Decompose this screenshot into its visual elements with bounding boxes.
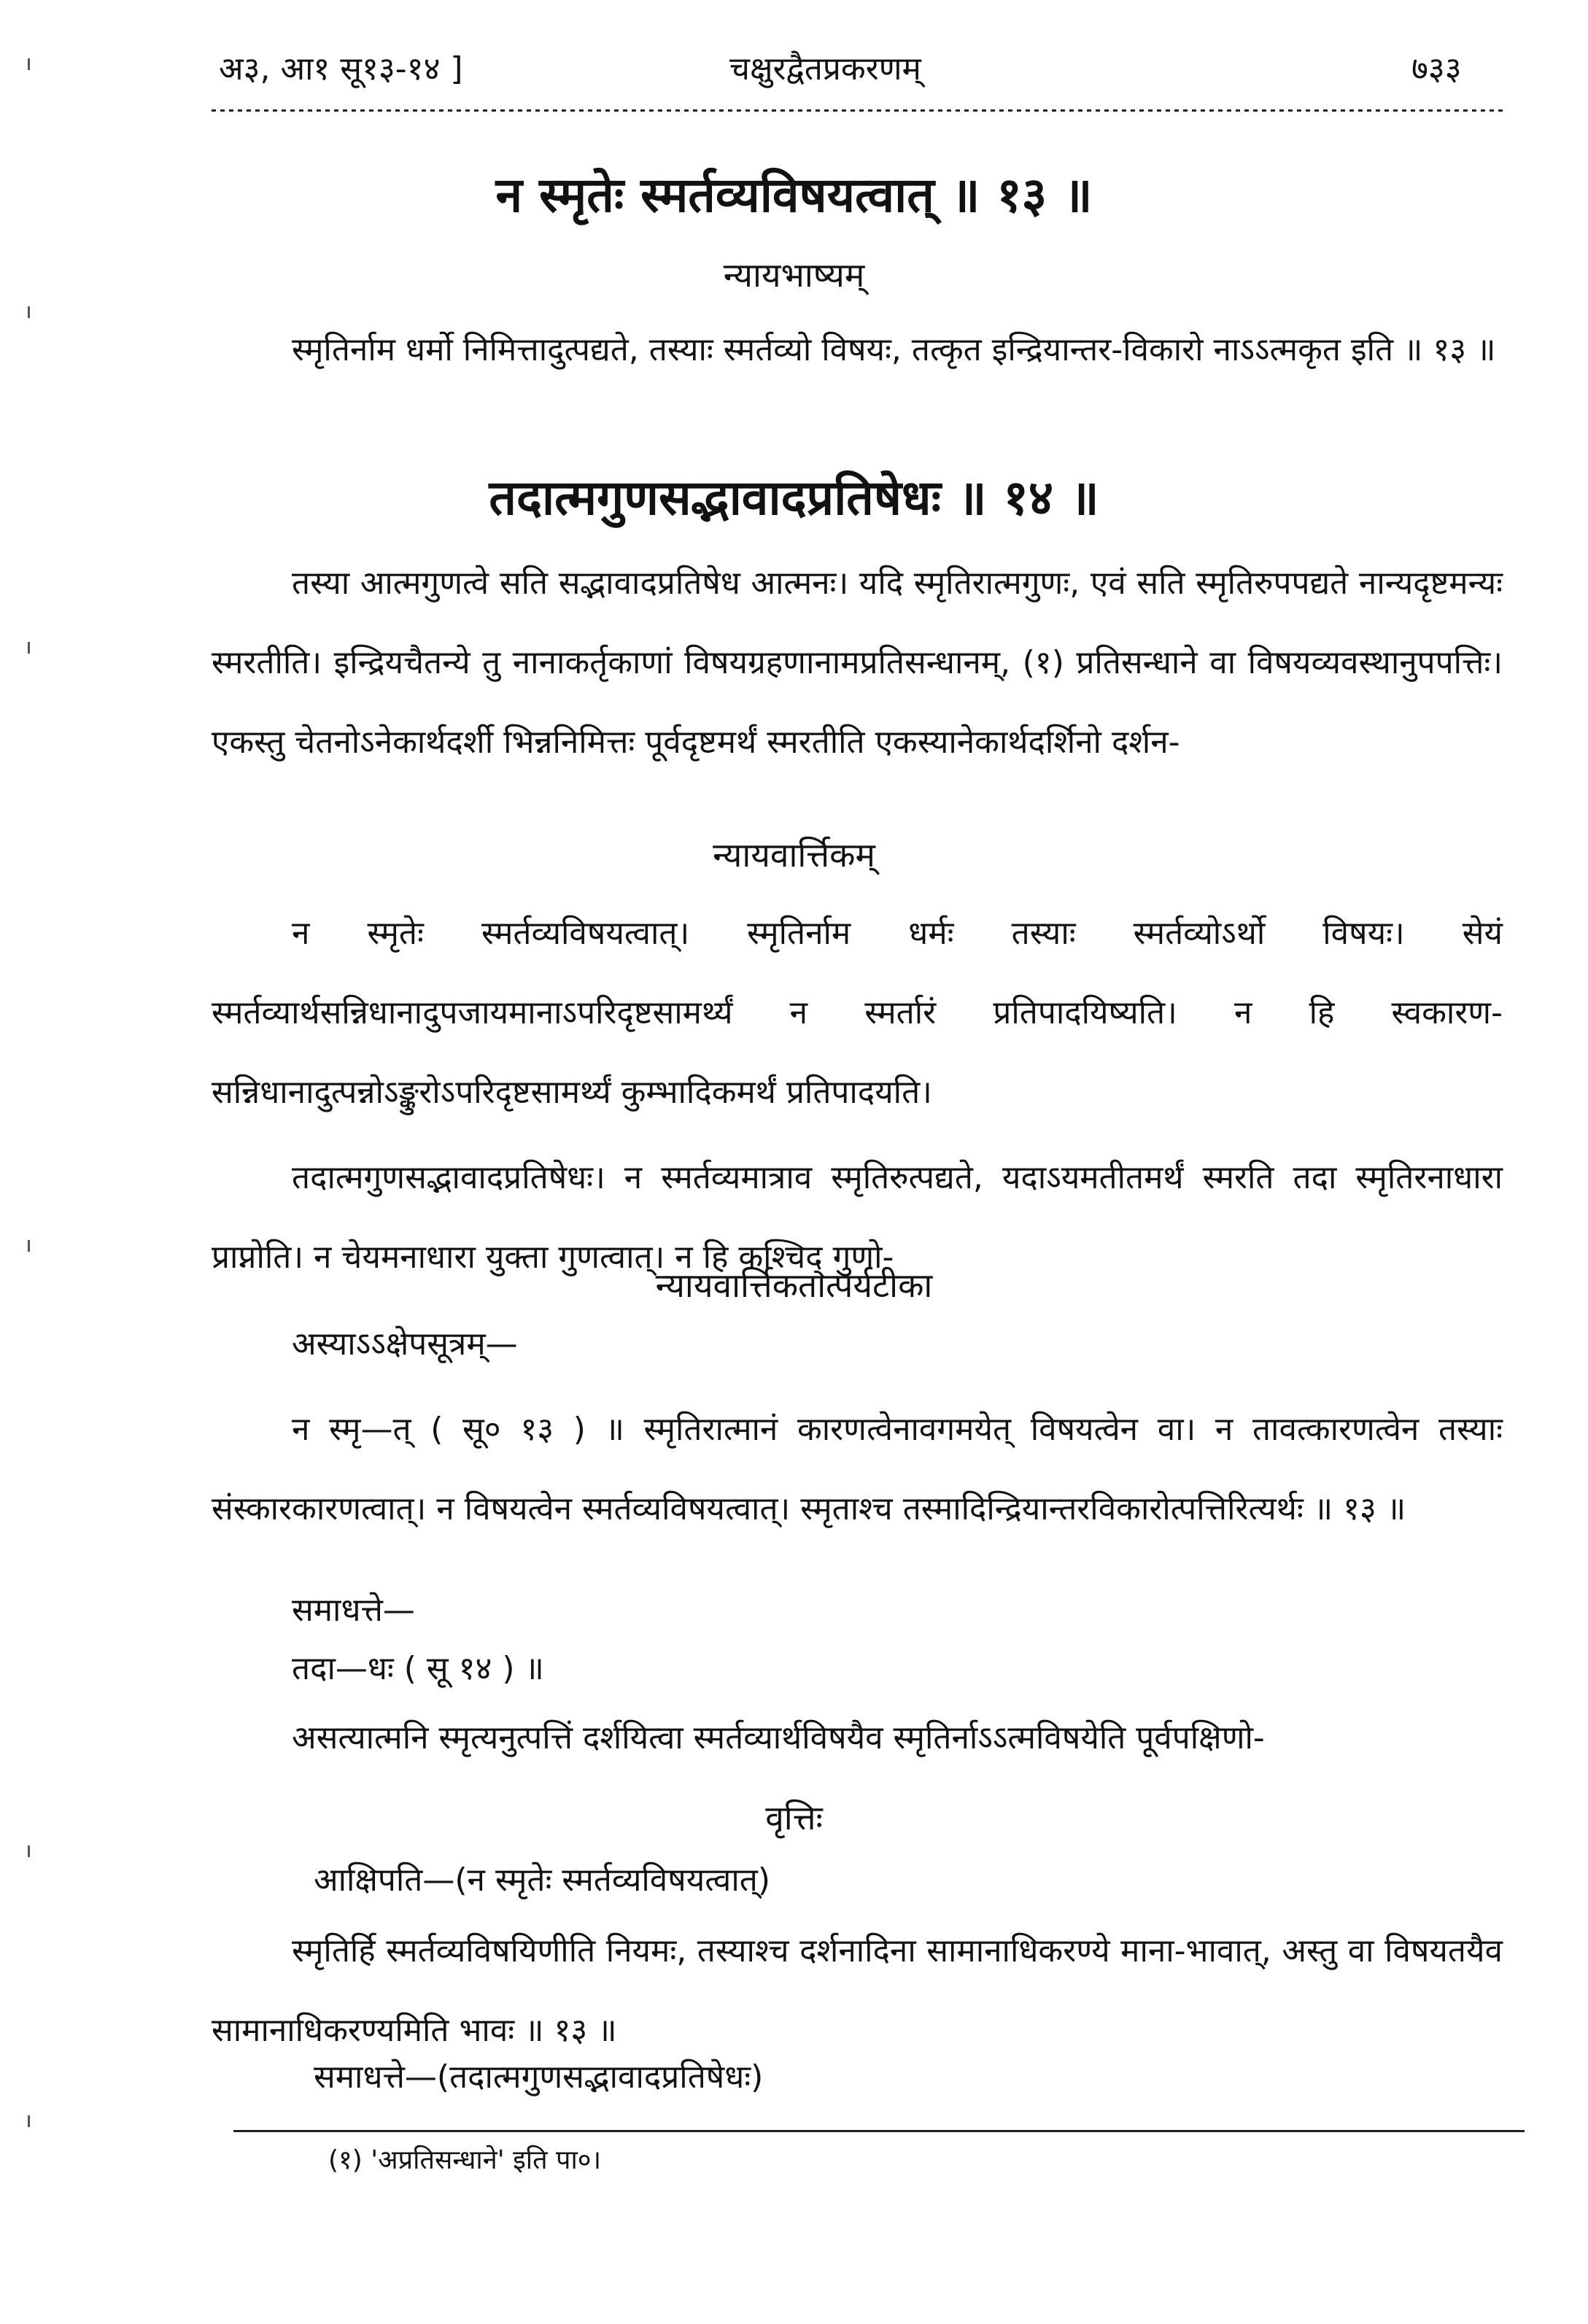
section-title-vartika: न्यायवार्त्तिकम् <box>713 835 875 875</box>
running-header-title: चक्षुरद्वैतप्रकरणम् <box>729 50 921 88</box>
section-title-vritti: वृत्तिः <box>765 1798 823 1837</box>
margin-mark <box>28 306 30 318</box>
vritti-akshipati: आक्षिपति—(न स्मृतेः स्मर्तव्यविषयत्वात्) <box>314 1862 770 1899</box>
margin-mark <box>28 1845 30 1857</box>
tika-samadhatte: समाधत्ते— <box>292 1592 415 1629</box>
tika-13: न स्मृ—त् ( सू० १३ ) ॥ स्मृतिरात्मानं कारणत्वेनावगमयेत् विषयत्वेन वा। न तावत्कारणत्वेन तस्याः संस्कारकारणत्वात्। न विषयत्वेन स्मर्तव्यविषयत्वात्। स्मृताश्च तस्मादिन्द्रियान्तरविकारोत्पत्तिरित्यर्थः ॥ १३ ॥ <box>212 1411 1503 1527</box>
footnote: (१) 'अप्रतिसन्धाने' इति पा०। <box>328 2145 602 2175</box>
page-number: ७३३ <box>1411 50 1462 88</box>
margin-mark <box>28 1240 30 1252</box>
vritti-13: स्मृतिर्हि स्मर्तव्यविषयिणीति नियमः, तस्याश्च दर्शनादिना सामानाधिकरण्ये माना-भावात्, अस्तु वा विषयतयैव सामानाधिकरण्यमिति भावः ॥ १३ ॥ <box>212 1932 1503 2049</box>
running-header-left: अ३, आ१ सू१३-१४ ] <box>219 50 463 88</box>
margin-mark <box>28 2115 30 2127</box>
vritti-samadhatte: समाधत्ते—(तदात्मगुणसद्भावादप्रतिषेधः) <box>314 2058 764 2096</box>
bhashya-13: स्मृतिर्नाम धर्मो निमित्तादुत्पद्यते, तस्याः स्मर्तव्यो विषयः, तत्कृत इन्द्रियान्तर-विकारो नाऽऽत्मकृत इति ॥ १३ ॥ <box>292 331 1496 368</box>
bhashya-14: तस्या आत्मगुणत्वे सति सद्भावादप्रतिषेध आत्मनः। यदि स्मृतिरात्मगुणः, एवं सति स्मृतिरुपपद्यते नान्यदृष्टमन्यः स्मरतीति। इन्द्रियचैतन्ये तु नानाकर्तृकाणां विषयग्रहणानामप्रतिसन्धानम्, (१) प्रतिसन्धाने वा विषयव्यवस्थानुपपत्तिः। एकस्तु चेतनोऽनेकार्थदर्शी भिन्ननिमित्तः पूर्वदृष्टमर्थं स्मरतीति एकस्यानेकार्थदर्शिनो दर्शन- <box>212 565 1503 761</box>
tika-14-text: असत्यात्मनि स्मृत्यनुत्पत्तिं दर्शयित्वा स्मर्तव्यार्थविषयैव स्मृतिर्नाऽऽत्मविषयेति पूर्वपक्षिणो- <box>292 1719 1265 1756</box>
margin-mark <box>28 642 30 654</box>
tika-14: तदा—धः ( सू १४ ) ॥ <box>292 1650 544 1687</box>
margin-mark <box>28 58 30 70</box>
sutra-14: तदात्मगुणसद्भावादप्रतिषेधः ॥ १४ ॥ <box>489 470 1099 526</box>
section-title-tika: न्यायवार्त्तिकतात्पर्यटीका <box>655 1266 933 1305</box>
footnote-rule <box>233 2130 1525 2132</box>
vartika-13: न स्मृतेः स्मर्तव्यविषयत्वात्। स्मृतिर्नाम धर्मः तस्याः स्मर्तव्योऽर्थो विषयः। सेयं स्मर्तव्यार्थसन्निधानादुपजायमानाऽपरिदृष्टसामर्थ्यं न स्मर्तारं प्रतिपादयिष्यति। न हि स्वकारण-सन्निधानादुत्पन्नोऽङ्कुरोऽपरिदृष्टसामर्थ्यं कुम्भादिकमर्थं प्रतिपादयति। <box>212 915 1503 1111</box>
header-rule <box>212 109 1503 112</box>
vartika-14: तदात्मगुणसद्भावादप्रतिषेधः। न स्मर्तव्यमात्राव स्मृतिरुत्पद्यते, यदाऽयमतीतमर्थं स्मरति तदा स्मृतिरनाधारा प्राप्नोति। न चेयमनाधारा युक्ता गुणत्वात्। न हि कश्चिद् गुणो- <box>212 1159 1503 1276</box>
section-title-bhashya: न्यायभाष्यम् <box>723 255 865 295</box>
tika-intro: अस्याऽऽक्षेपसूत्रम्— <box>292 1325 518 1363</box>
sutra-13: न स्मृतेः स्मर्तव्यविषयत्वात् ॥ १३ ॥ <box>495 167 1093 223</box>
